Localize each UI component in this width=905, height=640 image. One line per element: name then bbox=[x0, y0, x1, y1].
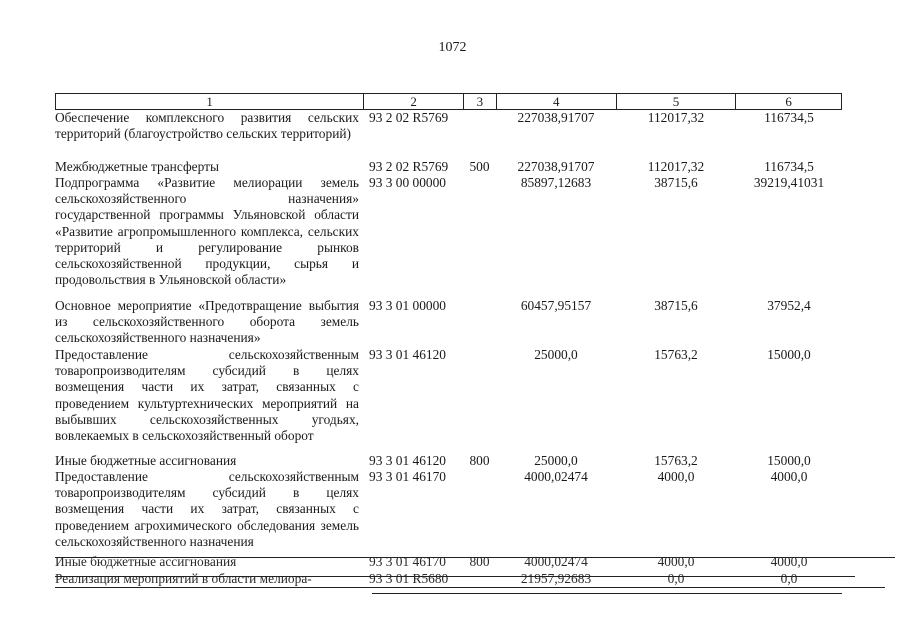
table-row bbox=[55, 347, 842, 453]
row-type: 500 bbox=[469, 159, 490, 174]
scan-line bbox=[55, 557, 895, 558]
row-name: Иные бюджетные ассигнования bbox=[55, 554, 237, 569]
header-col-6: 6 bbox=[735, 94, 841, 109]
row-value-5: 15763,2 bbox=[654, 347, 698, 362]
row-value-4: 227038,91707 bbox=[517, 159, 595, 174]
table-row bbox=[55, 571, 842, 588]
row-code: 93 3 01 46120 bbox=[369, 347, 446, 362]
row-name: Межбюджетные трансферты bbox=[55, 159, 219, 174]
scan-line bbox=[55, 587, 885, 588]
row-value-4: 25000,0 bbox=[534, 347, 578, 362]
row-value-6: 0,0 bbox=[780, 571, 798, 586]
scan-line bbox=[372, 593, 842, 594]
row-name: Предоставление сельскохозяйственным товаропроизводителям субсидий в целях возмещения части их затрат, связанных с проведением агрохимического обследования земель сельскохозяйственного назначения bbox=[55, 469, 359, 549]
row-value-4: 25000,0 bbox=[534, 453, 578, 468]
row-code: 93 3 01 R5680 bbox=[369, 571, 449, 586]
row-value-4: 21957,92683 bbox=[520, 571, 592, 586]
table-header-row bbox=[55, 93, 842, 110]
row-code: 93 3 01 46170 bbox=[369, 554, 446, 569]
table-row bbox=[55, 175, 842, 298]
table-row bbox=[55, 159, 842, 175]
header-col-5: 5 bbox=[616, 94, 736, 109]
budget-table bbox=[55, 93, 842, 588]
row-value-6: 15000,0 bbox=[767, 347, 811, 362]
row-value-4: 227038,91707 bbox=[517, 110, 595, 125]
table-row bbox=[55, 110, 842, 159]
row-type bbox=[463, 175, 496, 298]
row-code: 93 3 00 00000 bbox=[369, 175, 446, 190]
row-name: Предоставление сельскохозяйственным товаропроизводителям субсидий в целях возмещения части их затрат, связанных с проведением культуртехнических мероприятий на выбывших сельскохозяйственных угодьях, вовлекаемых в сельскохозяйственный оборот bbox=[55, 347, 359, 444]
row-value-5: 38715,6 bbox=[654, 298, 698, 313]
row-type: 800 bbox=[469, 453, 490, 468]
row-value-6: 4000,0 bbox=[770, 469, 808, 484]
row-name: Подпрограмма «Развитие мелиорации земель сельскохозяйственного назначения» государственной программы Ульяновской области «Развитие агропромышленного комплекса, сельских территорий и регулирование рынков сельскохозяйственной продукции, сырья и продовольствия в Ульяновской области» bbox=[55, 175, 359, 288]
row-code: 93 3 01 00000 bbox=[369, 298, 446, 313]
row-name: Иные бюджетные ассигнования bbox=[55, 453, 237, 468]
row-value-5: 15763,2 bbox=[654, 453, 698, 468]
row-value-6: 39219,41031 bbox=[753, 175, 825, 190]
row-value-4: 60457,95157 bbox=[520, 298, 592, 313]
table-row bbox=[55, 469, 842, 551]
row-value-5: 112017,32 bbox=[647, 159, 705, 174]
row-type bbox=[463, 347, 496, 453]
row-name: Обеспечение комплексного развития сельских территорий (благоустройство сельских территорий) bbox=[55, 110, 359, 142]
row-code: 93 3 01 46120 bbox=[369, 453, 446, 468]
row-value-5: 4000,0 bbox=[657, 554, 695, 569]
row-type bbox=[463, 571, 496, 588]
row-value-5: 112017,32 bbox=[647, 110, 705, 125]
row-value-6: 116734,5 bbox=[764, 110, 814, 125]
row-value-5: 4000,0 bbox=[657, 469, 695, 484]
row-type bbox=[463, 469, 496, 551]
row-code: 93 2 02 R5769 bbox=[369, 159, 449, 174]
table-row bbox=[55, 453, 842, 469]
row-name: Реализация мероприятий в области мелиора- bbox=[55, 571, 312, 586]
scan-line bbox=[55, 576, 855, 577]
row-value-6: 116734,5 bbox=[764, 159, 814, 174]
header-col-4: 4 bbox=[496, 94, 616, 109]
row-value-4: 4000,02474 bbox=[524, 469, 588, 484]
row-value-4: 4000,02474 bbox=[524, 554, 588, 569]
row-value-6: 37952,4 bbox=[767, 298, 811, 313]
header-col-2: 2 bbox=[363, 94, 463, 109]
page-number: 1072 bbox=[438, 40, 467, 55]
row-value-5: 38715,6 bbox=[654, 175, 698, 190]
row-type bbox=[463, 298, 496, 347]
row-value-6: 4000,0 bbox=[770, 554, 808, 569]
header-col-3: 3 bbox=[463, 94, 496, 109]
header-col-1: 1 bbox=[206, 94, 213, 109]
table-row bbox=[55, 298, 842, 347]
row-value-5: 0,0 bbox=[667, 571, 685, 586]
row-type bbox=[463, 110, 496, 159]
row-value-4: 85897,12683 bbox=[520, 175, 592, 190]
row-code: 93 3 01 46170 bbox=[369, 469, 446, 484]
row-code: 93 2 02 R5769 bbox=[369, 110, 449, 125]
row-name: Основное мероприятие «Предотвращение выбытия из сельскохозяйственного оборота земель сельскохозяйственного назначения» bbox=[55, 298, 359, 346]
row-type: 800 bbox=[469, 554, 490, 569]
row-value-6: 15000,0 bbox=[767, 453, 811, 468]
